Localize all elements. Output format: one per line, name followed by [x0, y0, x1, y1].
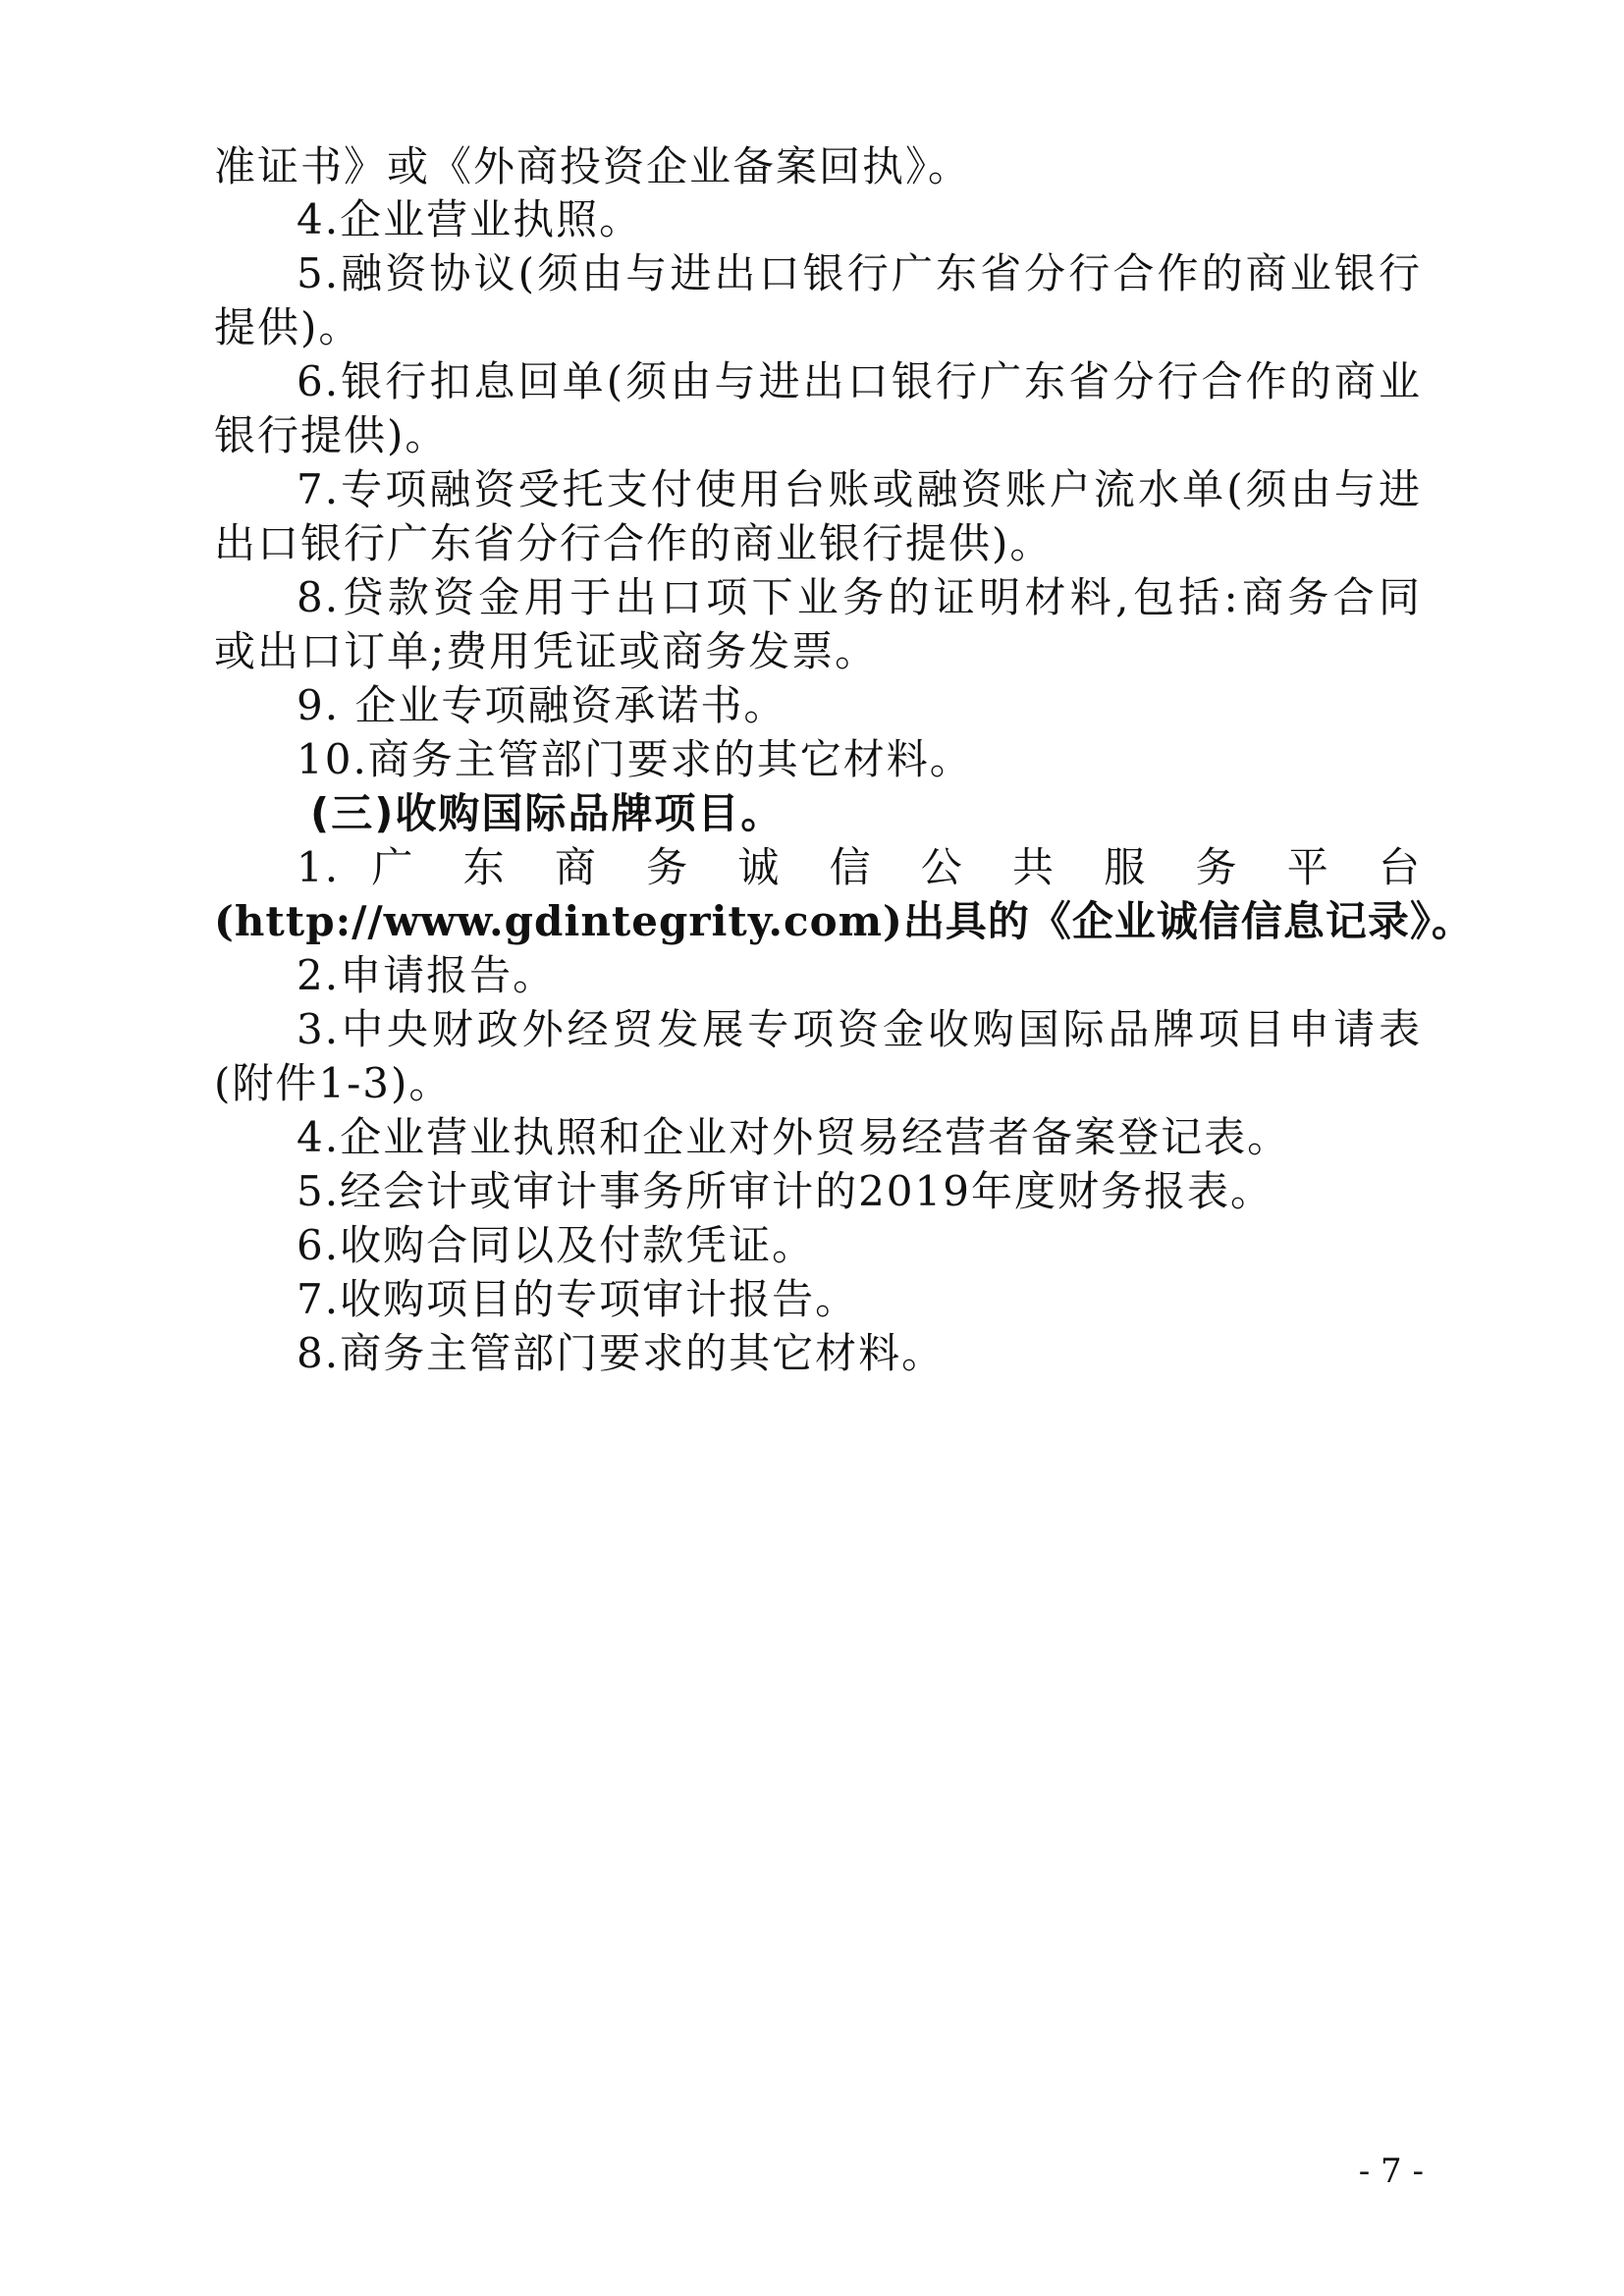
text-line-18: (附件1-3)。: [214, 1059, 453, 1107]
text-line-16: 2.申请报告。: [297, 951, 557, 999]
section-heading: (三)收购国际品牌项目。: [310, 789, 785, 837]
text-line-3: 5.融资协议(须由与进出口银行广东省分行合作的商业银行: [297, 249, 1422, 297]
text-line-1: 准证书》或《外商投资企业备案回执》。: [214, 142, 972, 190]
text-line-22: 7.收购项目的专项审计报告。: [297, 1275, 859, 1323]
text-line-5: 6.银行扣息回单(须由与进出口银行广东省分行合作的商业: [297, 357, 1422, 405]
text-line-11: 9. 企业专项融资承诺书。: [297, 681, 787, 729]
text-line-14: 1. 广 东 商 务 诚 信 公 共 服 务 平 台: [297, 843, 1422, 891]
text-line-4: 提供)。: [214, 303, 362, 351]
page-number: - 7 -: [1358, 2152, 1424, 2191]
text-line-2: 4.企业营业执照。: [297, 195, 643, 243]
text-line-20: 5.经会计或审计事务所审计的2019年度财务报表。: [297, 1167, 1273, 1215]
text-line-12: 10.商务主管部门要求的其它材料。: [297, 735, 973, 783]
text-line-8: 出口银行广东省分行合作的商业银行提供)。: [214, 519, 1054, 567]
text-line-7: 7.专项融资受托支付使用台账或融资账户流水单(须由与进: [297, 465, 1422, 513]
url-line: (http://www.gdintegrity.com)出具的《企业诚信信息记录》。: [214, 897, 1474, 945]
text-line-19: 4.企业营业执照和企业对外贸易经营者备案登记表。: [297, 1113, 1291, 1161]
text-line-17: 3.中央财政外经贸发展专项资金收购国际品牌项目申请表: [297, 1005, 1422, 1053]
text-line-6: 银行提供)。: [214, 411, 449, 459]
text-line-10: 或出口订单;费用凭证或商务发票。: [214, 627, 879, 675]
text-line-21: 6.收购合同以及付款凭证。: [297, 1221, 816, 1269]
text-line-23: 8.商务主管部门要求的其它材料。: [297, 1329, 946, 1377]
text-line-9: 8.贷款资金用于出口项下业务的证明材料,包括:商务合同: [297, 573, 1422, 621]
